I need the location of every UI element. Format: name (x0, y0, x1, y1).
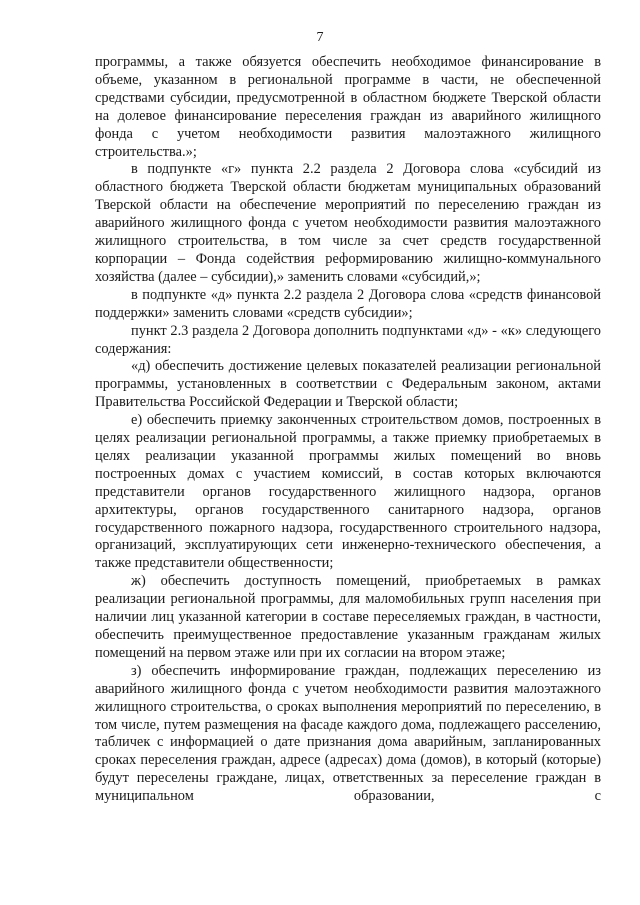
document-body (95, 54, 601, 806)
paragraph-clause-2-3: пункт 2.3 раздела 2 Договора дополнить подпунктами «д» - «к» следующего содержания: (95, 322, 601, 357)
page-number: 7 (316, 30, 324, 45)
paragraph-continuation: программы, а также обязуется обеспечить необходимое финансирование в объеме, указанном в региональной программе в части, не обеспеченной средствами субсидии, предусмотренной в областном бюджете Тверской области на долевое финансирование переселения граждан из аварийного жилищного фонда с учетом необходимости развития малоэтажного жилищного строительства.»; (95, 54, 601, 160)
paragraph-subclause-d: в подпункте «д» пункта 2.2 раздела 2 Договора слова «средств финансовой поддержки» заменить словами «средств субсидии»; (95, 286, 601, 321)
paragraph-item-zh: ж) обеспечить доступность помещений, приобретаемых в рамках реализации региональной программы, для маломобильных групп населения при наличии лиц указанной категории в составе переселяемых граждан, в частности, обеспечить преимущественное предоставление указанным гражданам жилых помещений на первом этаже или при их согласии на втором этаже; (95, 573, 601, 661)
paragraph-item-z: з) обеспечить информирование граждан, подлежащих переселению из аварийного жилищного фонда с учетом необходимости развития малоэтажного жилищного строительства, о сроках выполнения мероприятий по переселению, в том числе, путем размещения на фасаде каждого дома, подлежащего расселению, табличек с информацией о дате признания дома аварийным, запланированных сроках переселения граждан, адресе (адресах) дома (домов), в который (которые) будут переселены граждане, лицах, ответственных за переселение граждан в муниципальном образовании, с (95, 662, 601, 805)
paragraph-item-e: е) обеспечить приемку законченных строительством домов, построенных в целях реализации региональной программы, а также приемку приобретаемых в целях реализации указанной программы жилых помещений во вновь построенных домах с участием комиссий, в состав которых включаются представители органов государственного жилищного надзора, органов архитектуры, органов государственного санитарного надзора, органов государственного пожарного надзора, государственного строительного надзора, организаций, эксплуатирующих сети инженерно-технического обеспечения, а также представители общественности; (95, 412, 601, 572)
paragraph-subclause-g: в подпункте «г» пункта 2.2 раздела 2 Договора слова «субсидий из областного бюджета Тверской области бюджетам муниципальных образований Тверской области на обеспечение мероприятий по переселению граждан из аварийного жилищного фонда с учетом необходимости развития малоэтажного жилищного строительства, в том числе за счет средств государственной корпорации – Фонда содействия реформированию жилищно-коммунального хозяйства (далее – субсидии),» заменить словами «субсидий,»; (95, 161, 601, 285)
paragraph-item-d: «д) обеспечить достижение целевых показателей реализации региональной программы, установленных в соответствии с Федеральным законом, актами Правительства Российской Федерации и Тверской области; (95, 358, 601, 411)
